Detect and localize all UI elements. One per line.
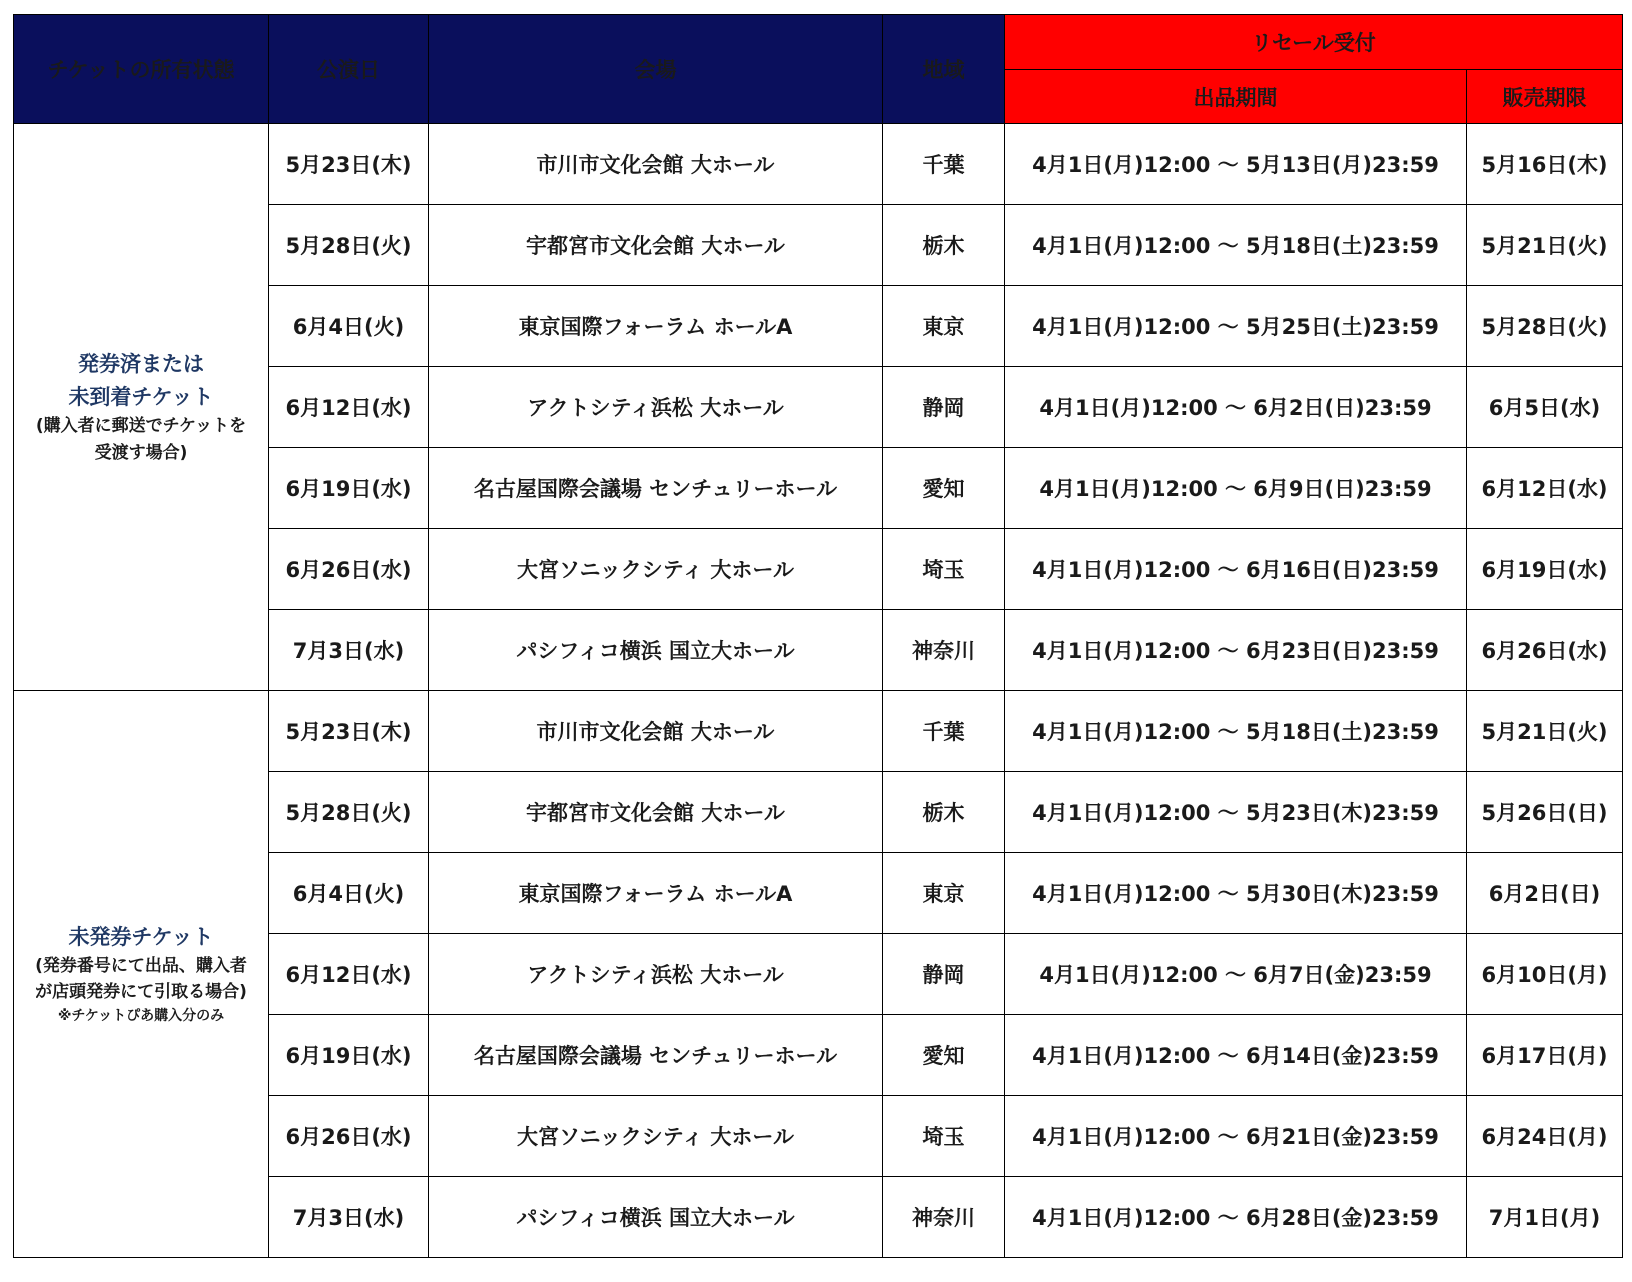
sale-deadline-cell: 5月16日(木) <box>1467 124 1623 205</box>
header-date: 公演日 <box>269 15 429 124</box>
table-row <box>14 124 1623 205</box>
region-cell: 愛知 <box>883 448 1005 529</box>
venue-cell: 東京国際フォーラム ホールA <box>429 853 883 934</box>
status-note: ※チケットぴあ購入分のみ <box>57 1007 225 1024</box>
listing-period-cell: 4月1日(月)12:00 ～ 6月23日(日)23:59 <box>1005 610 1467 691</box>
venue-cell: アクトシティ浜松 大ホール <box>429 367 883 448</box>
sale-deadline-cell: 5月28日(火) <box>1467 286 1623 367</box>
venue-cell: 大宮ソニックシティ 大ホール <box>429 1096 883 1177</box>
header-venue: 会場 <box>429 15 883 124</box>
listing-period-cell: 4月1日(月)12:00 ～ 6月2日(日)23:59 <box>1005 367 1467 448</box>
region-cell: 栃木 <box>883 205 1005 286</box>
sale-deadline-cell: 6月5日(水) <box>1467 367 1623 448</box>
region-cell: 静岡 <box>883 934 1005 1015</box>
region-cell: 神奈川 <box>883 610 1005 691</box>
date-cell: 6月12日(水) <box>269 367 429 448</box>
venue-cell: 宇都宮市文化会館 大ホール <box>429 772 883 853</box>
status-sub: (購入者に郵送でチケットを <box>35 416 247 437</box>
date-cell: 6月12日(水) <box>269 934 429 1015</box>
venue-cell: 名古屋国際会議場 センチュリーホール <box>429 448 883 529</box>
sale-deadline-cell: 7月1日(月) <box>1467 1177 1623 1258</box>
status-cell <box>14 124 269 691</box>
region-cell: 東京 <box>883 853 1005 934</box>
listing-period-cell: 4月1日(月)12:00 ～ 6月16日(日)23:59 <box>1005 529 1467 610</box>
venue-cell: 名古屋国際会議場 センチュリーホール <box>429 1015 883 1096</box>
header-listing-period: 出品期間 <box>1005 70 1467 124</box>
venue-cell: パシフィコ横浜 国立大ホール <box>429 1177 883 1258</box>
status-cell <box>14 691 269 1258</box>
date-cell: 5月23日(木) <box>269 124 429 205</box>
date-cell: 6月19日(水) <box>269 1015 429 1096</box>
date-cell: 6月26日(水) <box>269 529 429 610</box>
listing-period-cell: 4月1日(月)12:00 ～ 6月28日(金)23:59 <box>1005 1177 1467 1258</box>
region-cell: 埼玉 <box>883 1096 1005 1177</box>
listing-period-cell: 4月1日(月)12:00 ～ 5月25日(土)23:59 <box>1005 286 1467 367</box>
sale-deadline-cell: 6月12日(水) <box>1467 448 1623 529</box>
listing-period-cell: 4月1日(月)12:00 ～ 5月30日(木)23:59 <box>1005 853 1467 934</box>
date-cell: 6月4日(火) <box>269 286 429 367</box>
listing-period-cell: 4月1日(月)12:00 ～ 6月21日(金)23:59 <box>1005 1096 1467 1177</box>
table-body <box>14 124 1623 1258</box>
status-main: 未到着チケット <box>68 384 214 409</box>
venue-cell: アクトシティ浜松 大ホール <box>429 934 883 1015</box>
resale-schedule-table <box>13 14 1623 1258</box>
listing-period-cell: 4月1日(月)12:00 ～ 5月18日(土)23:59 <box>1005 691 1467 772</box>
header-resale: リセール受付 <box>1005 15 1623 70</box>
venue-cell: 市川市文化会館 大ホール <box>429 691 883 772</box>
listing-period-cell: 4月1日(月)12:00 ～ 6月14日(金)23:59 <box>1005 1015 1467 1096</box>
venue-cell: 宇都宮市文化会館 大ホール <box>429 205 883 286</box>
venue-cell: 東京国際フォーラム ホールA <box>429 286 883 367</box>
status-main: 未発券チケット <box>68 924 214 949</box>
sale-deadline-cell: 6月26日(水) <box>1467 610 1623 691</box>
date-cell: 5月23日(木) <box>269 691 429 772</box>
listing-period-cell: 4月1日(月)12:00 ～ 5月18日(土)23:59 <box>1005 205 1467 286</box>
date-cell: 7月3日(水) <box>269 1177 429 1258</box>
header-sale-deadline: 販売期限 <box>1467 70 1623 124</box>
region-cell: 神奈川 <box>883 1177 1005 1258</box>
status-main: 発券済または <box>78 352 204 377</box>
region-cell: 埼玉 <box>883 529 1005 610</box>
sale-deadline-cell: 5月26日(日) <box>1467 772 1623 853</box>
region-cell: 千葉 <box>883 691 1005 772</box>
listing-period-cell: 4月1日(月)12:00 ～ 6月9日(日)23:59 <box>1005 448 1467 529</box>
header-status: チケットの所有状態 <box>14 15 269 124</box>
venue-cell: パシフィコ横浜 国立大ホール <box>429 610 883 691</box>
status-sub: (発券番号にて出品、購入者 <box>35 956 247 977</box>
date-cell: 6月26日(水) <box>269 1096 429 1177</box>
sale-deadline-cell: 5月21日(火) <box>1467 205 1623 286</box>
date-cell: 5月28日(火) <box>269 772 429 853</box>
sale-deadline-cell: 6月17日(月) <box>1467 1015 1623 1096</box>
region-cell: 東京 <box>883 286 1005 367</box>
status-sub: が店頭発券にて引取る場合) <box>35 982 247 1003</box>
date-cell: 6月19日(水) <box>269 448 429 529</box>
listing-period-cell: 4月1日(月)12:00 ～ 5月23日(木)23:59 <box>1005 772 1467 853</box>
sale-deadline-cell: 6月24日(月) <box>1467 1096 1623 1177</box>
date-cell: 7月3日(水) <box>269 610 429 691</box>
venue-cell: 大宮ソニックシティ 大ホール <box>429 529 883 610</box>
header-region: 地域 <box>883 15 1005 124</box>
venue-cell: 市川市文化会館 大ホール <box>429 124 883 205</box>
table-row <box>14 691 1623 772</box>
region-cell: 栃木 <box>883 772 1005 853</box>
sale-deadline-cell: 6月2日(日) <box>1467 853 1623 934</box>
sale-deadline-cell: 5月21日(火) <box>1467 691 1623 772</box>
sale-deadline-cell: 6月19日(水) <box>1467 529 1623 610</box>
region-cell: 千葉 <box>883 124 1005 205</box>
region-cell: 愛知 <box>883 1015 1005 1096</box>
listing-period-cell: 4月1日(月)12:00 ～ 5月13日(月)23:59 <box>1005 124 1467 205</box>
region-cell: 静岡 <box>883 367 1005 448</box>
listing-period-cell: 4月1日(月)12:00 ～ 6月7日(金)23:59 <box>1005 934 1467 1015</box>
sale-deadline-cell: 6月10日(月) <box>1467 934 1623 1015</box>
date-cell: 6月4日(火) <box>269 853 429 934</box>
status-sub: 受渡す場合) <box>94 442 188 463</box>
date-cell: 5月28日(火) <box>269 205 429 286</box>
